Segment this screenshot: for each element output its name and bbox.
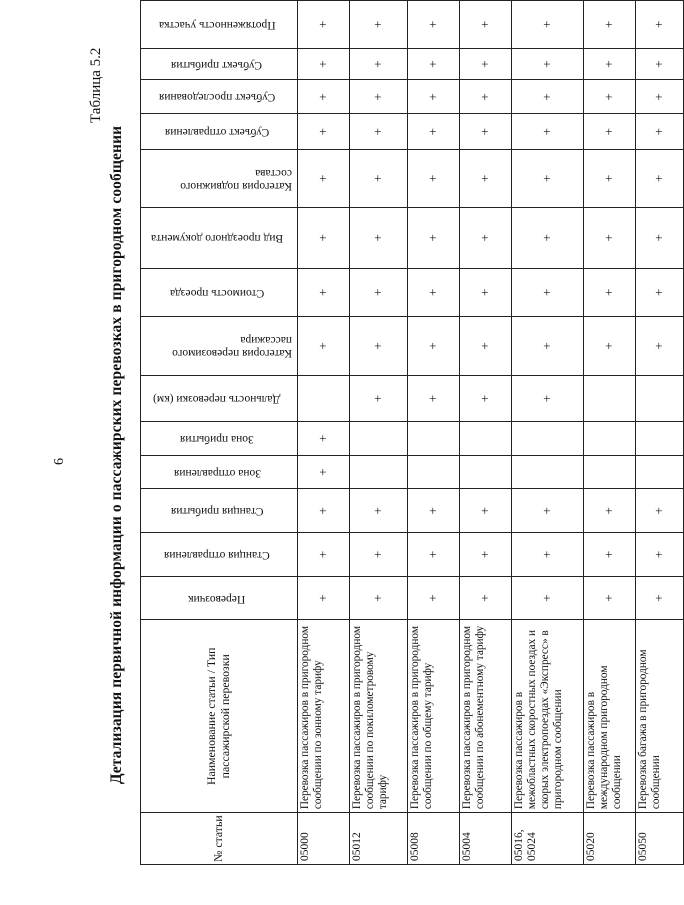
row-mark: + [408, 48, 460, 80]
row-mark: + [298, 150, 350, 208]
row-mark: + [460, 269, 512, 317]
header-column [141, 150, 298, 208]
row-mark: + [512, 576, 584, 620]
header-column-label: Перевозчик [188, 592, 246, 605]
row-mark: + [584, 207, 636, 268]
header-code: № статьи [141, 813, 298, 865]
table-row [298, 1, 350, 865]
row-code: 05012 [350, 813, 408, 865]
header-column-label: Протяженность участка [158, 18, 276, 31]
header-column [141, 48, 298, 80]
row-name: Перевозка пассажиров в пригородном сообщении по зонному тарифу [298, 620, 350, 813]
row-mark: + [584, 80, 636, 114]
row-mark: + [350, 150, 408, 208]
row-mark: + [408, 576, 460, 620]
table-header-row [141, 1, 298, 865]
row-name: Перевозка пассажиров в пригородном сообщении по общему тарифу [408, 620, 460, 813]
row-mark: + [350, 376, 408, 422]
header-column-label: Вид проездного документа [150, 232, 284, 245]
row-mark: + [408, 150, 460, 208]
row-mark: + [350, 316, 408, 376]
header-column [141, 1, 298, 49]
row-mark: + [298, 421, 350, 455]
header-column [141, 533, 298, 577]
row-mark: + [460, 80, 512, 114]
row-mark: + [584, 1, 636, 49]
row-mark [584, 421, 636, 455]
header-column [141, 489, 298, 533]
row-mark: + [350, 207, 408, 268]
row-mark: + [512, 533, 584, 577]
row-mark: + [408, 316, 460, 376]
row-mark: + [584, 576, 636, 620]
row-mark: + [460, 489, 512, 533]
row-mark: + [460, 376, 512, 422]
header-column [141, 421, 298, 455]
row-mark: + [408, 114, 460, 150]
table-row [460, 1, 512, 865]
header-column [141, 80, 298, 114]
header-column-label: Станция прибытия [170, 505, 264, 518]
row-mark [408, 455, 460, 489]
row-code: 05004 [460, 813, 512, 865]
row-mark: + [298, 455, 350, 489]
row-mark: + [636, 114, 684, 150]
row-mark: + [350, 1, 408, 49]
row-code: 05016, 05024 [512, 813, 584, 865]
row-name: Перевозка пассажиров в международном пригородном сообщении [584, 620, 636, 813]
row-mark: + [636, 1, 684, 49]
row-mark: + [460, 150, 512, 208]
row-mark: + [512, 376, 584, 422]
row-mark: + [584, 150, 636, 208]
header-column-label: Стоимость проезда [169, 286, 265, 299]
row-mark [298, 376, 350, 422]
row-mark [460, 455, 512, 489]
header-column [141, 455, 298, 489]
row-mark: + [408, 489, 460, 533]
row-mark: + [584, 316, 636, 376]
header-column [141, 576, 298, 620]
table-row [512, 1, 584, 865]
row-mark: + [636, 576, 684, 620]
row-mark [584, 455, 636, 489]
table-row [350, 1, 408, 865]
page-number: 6 [52, 458, 67, 465]
row-mark [636, 376, 684, 422]
table-row [584, 1, 636, 865]
row-mark: + [460, 533, 512, 577]
row-mark: + [298, 489, 350, 533]
row-code: 05000 [298, 813, 350, 865]
row-name: Перевозка пассажиров в пригородном сообщении по абонементному тарифу [460, 620, 512, 813]
row-mark: + [460, 48, 512, 80]
row-mark: + [298, 269, 350, 317]
row-mark [512, 455, 584, 489]
table-row [408, 1, 460, 865]
row-mark: + [460, 576, 512, 620]
row-mark: + [636, 80, 684, 114]
header-column-label: Зона отправления [173, 466, 261, 479]
row-code: 05020 [584, 813, 636, 865]
row-mark: + [408, 269, 460, 317]
row-mark: + [298, 114, 350, 150]
row-mark: + [298, 48, 350, 80]
row-mark: + [350, 80, 408, 114]
row-mark: + [350, 269, 408, 317]
header-column [141, 114, 298, 150]
row-mark: + [636, 489, 684, 533]
row-mark: + [408, 80, 460, 114]
row-mark: + [298, 1, 350, 49]
row-mark [636, 421, 684, 455]
row-mark [460, 421, 512, 455]
header-column [141, 269, 298, 317]
row-mark: + [512, 114, 584, 150]
row-mark: + [350, 48, 408, 80]
header-name: Наименование статьи / Тип пассажирской перевозки [141, 620, 298, 813]
header-column-label: Категория подвижного состава [180, 166, 292, 192]
row-mark: + [350, 489, 408, 533]
row-mark: + [408, 1, 460, 49]
row-mark: + [584, 114, 636, 150]
header-column-label: Зона прибытия [180, 432, 254, 445]
row-mark: + [512, 316, 584, 376]
row-mark: + [636, 533, 684, 577]
header-column-label: Категория перевозимого пассажира [172, 333, 292, 360]
header-column-label: Субъект проследования [158, 91, 276, 104]
header-column [141, 207, 298, 268]
row-mark: + [584, 269, 636, 317]
row-mark: + [512, 1, 584, 49]
row-mark: + [350, 533, 408, 577]
row-code: 05008 [408, 813, 460, 865]
row-mark: + [636, 207, 684, 268]
row-mark [350, 455, 408, 489]
row-mark [408, 421, 460, 455]
header-column [141, 376, 298, 422]
row-mark: + [584, 533, 636, 577]
row-mark: + [460, 316, 512, 376]
row-name: Перевозка багажа в пригородном сообщении [636, 620, 684, 813]
row-mark: + [636, 269, 684, 317]
header-column-label: Субъект прибытия [171, 58, 263, 71]
row-mark: + [460, 1, 512, 49]
row-mark: + [584, 489, 636, 533]
row-mark: + [512, 150, 584, 208]
row-mark: + [298, 576, 350, 620]
row-mark: + [350, 114, 408, 150]
row-mark: + [512, 269, 584, 317]
row-mark: + [512, 48, 584, 80]
row-name: Перевозка пассажиров в межобластных скоростных поездах и скорых электропоездах «Экспресс» в пригородном сообщении [512, 620, 584, 813]
header-column-label: Станция отправления [164, 549, 270, 562]
row-mark: + [460, 207, 512, 268]
row-name: Перевозка пассажиров в пригородном сообщении по покилометровому тарифу [350, 620, 408, 813]
table-caption: Таблица 5.2 [88, 47, 104, 123]
row-mark: + [512, 207, 584, 268]
row-mark [636, 455, 684, 489]
row-mark: + [636, 316, 684, 376]
row-mark [350, 421, 408, 455]
table-row [636, 1, 684, 865]
header-column-label: Дальность перевозки (км) [153, 393, 281, 406]
row-mark: + [298, 80, 350, 114]
row-mark: + [298, 533, 350, 577]
row-mark: + [408, 376, 460, 422]
row-mark: + [584, 48, 636, 80]
row-code: 05050 [636, 813, 684, 865]
row-mark: + [408, 533, 460, 577]
row-mark: + [350, 576, 408, 620]
row-mark: + [512, 489, 584, 533]
row-mark: + [636, 48, 684, 80]
row-mark [512, 421, 584, 455]
row-mark: + [460, 114, 512, 150]
document-title: Детализация первичной информации о пассажирских перевозках в пригородном сообщении [108, 125, 125, 785]
header-column-label: Субъект отправления [164, 126, 270, 139]
row-mark: + [636, 150, 684, 208]
row-mark [584, 376, 636, 422]
row-mark: + [408, 207, 460, 268]
row-mark: + [298, 316, 350, 376]
header-column [141, 316, 298, 376]
row-mark: + [512, 80, 584, 114]
row-mark: + [298, 207, 350, 268]
table-body [298, 1, 684, 865]
details-table [140, 0, 684, 865]
